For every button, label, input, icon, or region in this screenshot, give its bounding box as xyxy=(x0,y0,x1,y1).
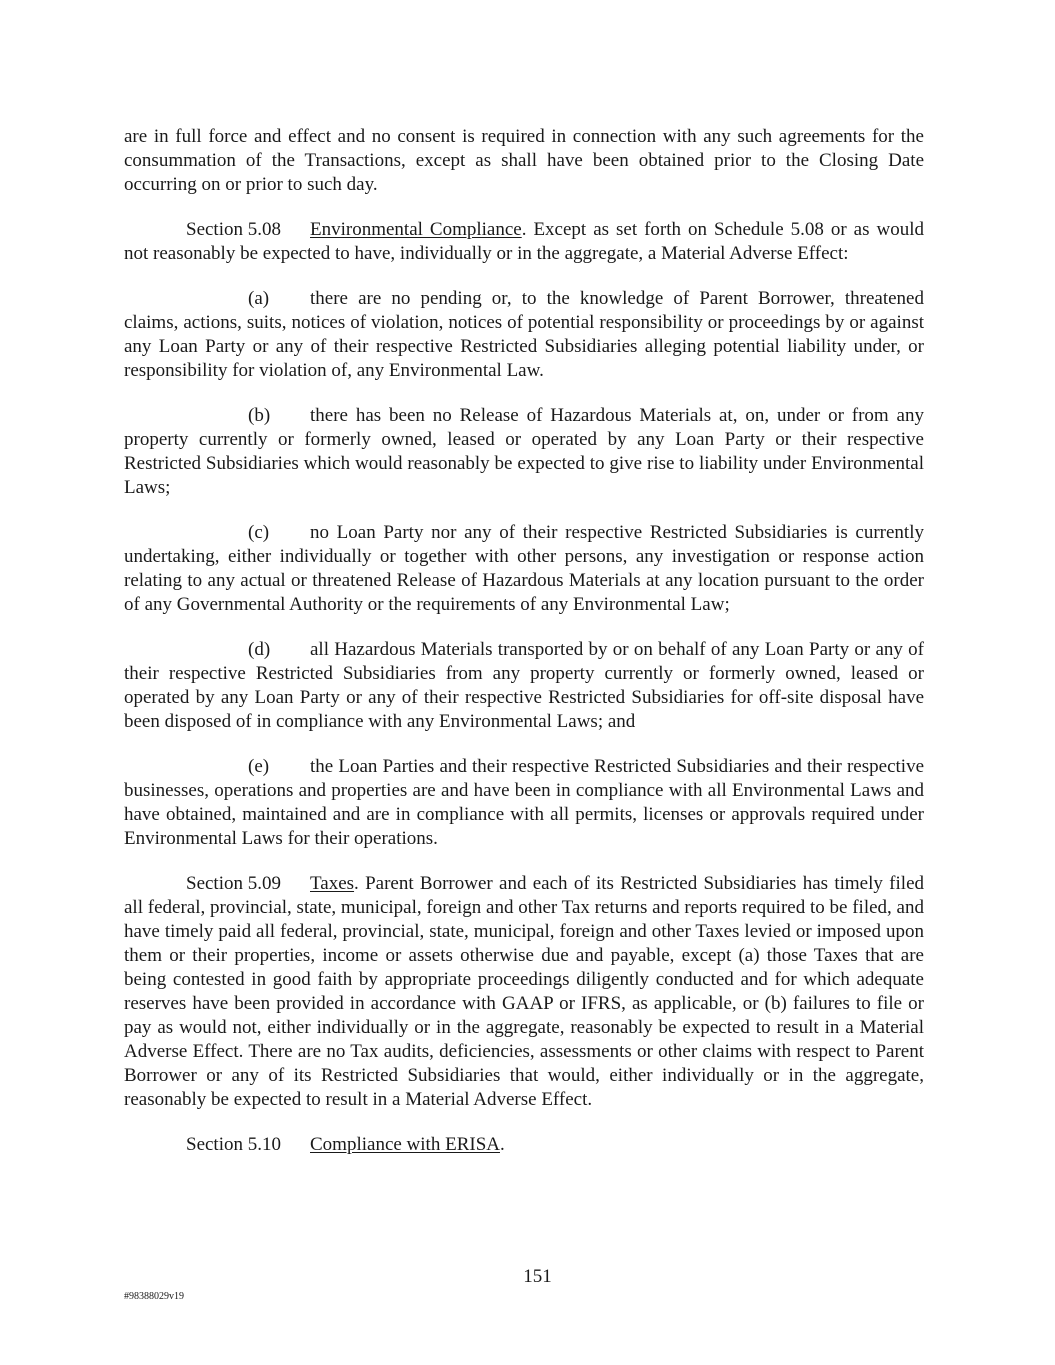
clause-number: (a) xyxy=(248,288,270,309)
clause-number: (b) xyxy=(248,405,271,426)
document-id: #98388029v19 xyxy=(124,1291,184,1302)
clause-a xyxy=(124,287,924,383)
clause-text: the Loan Parties and their respective Restricted Subsidiaries and their respective businesses, operations and properties are and have been in compliance with all Environmental Laws and have obtained, maintained and are in compliance with all permits, licenses or approvals required under Environmental Laws for their operations. xyxy=(124,756,924,849)
clause-number: (c) xyxy=(248,522,270,543)
clause-text: all Hazardous Materials transported by or on behalf of any Loan Party or any of their respective Restricted Subsidiaries from any property currently or formerly owned, leased or operated by any Loan Party or any of their respective Restricted Subsidiaries for off-site disposal have been disposed of in compliance with any Environmental Laws; and xyxy=(124,639,924,732)
section-5-10-label: Section 5.10 xyxy=(186,1134,281,1155)
clause-e xyxy=(124,755,924,851)
clause-number: (d) xyxy=(248,639,271,660)
section-5-10 xyxy=(124,1133,924,1157)
section-5-09-title: Taxes xyxy=(310,873,355,894)
section-5-09-label: Section 5.09 xyxy=(186,873,281,894)
section-5-09 xyxy=(124,872,924,1112)
section-5-08-label: Section 5.08 xyxy=(186,219,281,240)
document-body xyxy=(124,125,924,1178)
section-5-08-title: Environmental Compliance xyxy=(310,219,522,240)
section-5-10-trailing: . xyxy=(499,1134,505,1155)
section-5-08-intro xyxy=(124,218,924,266)
clause-d xyxy=(124,638,924,734)
clause-text: there are no pending or, to the knowledge of Parent Borrower, threatened claims, actions, suits, notices of violation, notices of potential responsibility or proceedings by or against any Loan Party or any of their respective Restricted Subsidiaries alleging potential liability under, or responsibility for violation of, any Environmental Law. xyxy=(124,288,924,381)
clause-text: no Loan Party nor any of their respective Restricted Subsidiaries is currently undertaking, either individually or together with other persons, any investigation or response action relating to any actual or threatened Release of Hazardous Materials at any location pursuant to the order of any Governmental Authority or the requirements of any Environmental Law; xyxy=(124,522,924,615)
section-5-08-text: . Except as set forth on Schedule 5.08 or as would not reasonably be expected to have, individually or in the aggregate, a Material Adverse Effect: xyxy=(124,219,924,264)
clause-b xyxy=(124,404,924,500)
section-5-10-title: Compliance with ERISA xyxy=(310,1134,500,1155)
clause-number: (e) xyxy=(248,756,270,777)
clause-text: there has been no Release of Hazardous Materials at, on, under or from any property currently or formerly owned, leased or operated by any Loan Party or their respective Restricted Subsidiaries which would reasonably be expected to give rise to liability under Environmental Laws; xyxy=(124,405,924,498)
section-5-09-text: . Parent Borrower and each of its Restricted Subsidiaries has timely filed all federal, provincial, state, municipal, foreign and other Tax returns and reports required to be filed, and have timely paid all federal, provincial, state, municipal, foreign and other Taxes levied or imposed upon them or their properties, income or assets otherwise due and payable, except (a) those Taxes that are being contested in good faith by appropriate proceedings diligently conducted and for which adequate reserves have been provided in accordance with GAAP or IFRS, as applicable, or (b) failures to file or pay as would not, either individually or in the aggregate, reasonably be expected to result in a Material Adverse Effect. There are no Tax audits, deficiencies, assessments or other claims with respect to Parent Borrower or any of its Restricted Subsidiaries that would, either individually or in the aggregate, reasonably be expected to result in a Material Adverse Effect. xyxy=(124,873,924,1110)
clause-c xyxy=(124,521,924,617)
page-number: 151 xyxy=(523,1266,552,1287)
continuation-paragraph: are in full force and effect and no consent is required in connection with any such agreements for the consummation of the Transactions, except as shall have been obtained prior to the Closing Date occurring on or prior to such day. xyxy=(124,126,924,195)
